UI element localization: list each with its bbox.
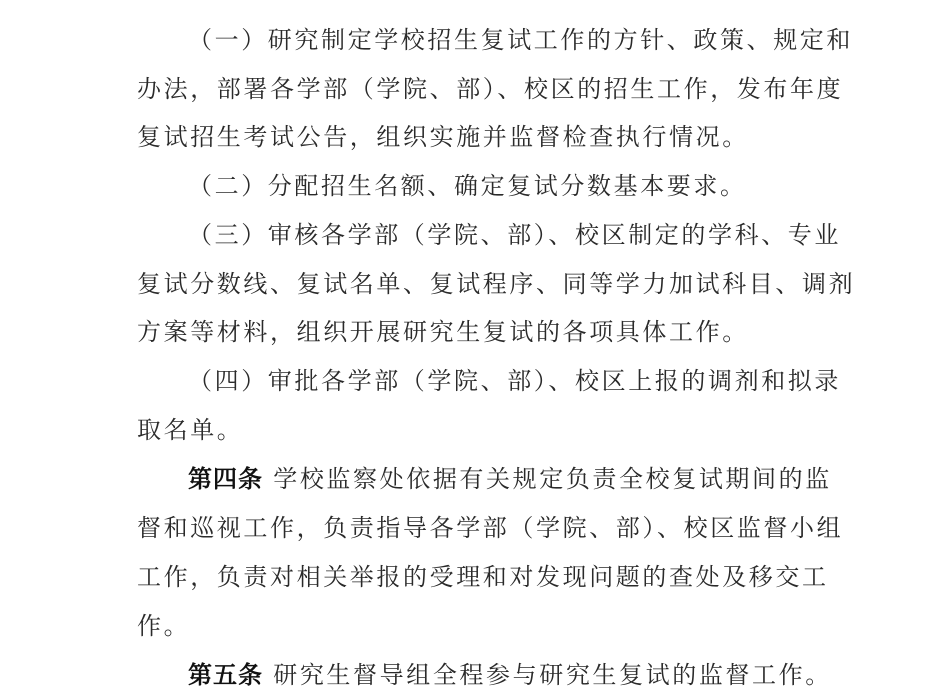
paragraph-item-2-line-1: （二）分配招生名额、确定复试分数基本要求。 <box>188 172 747 200</box>
article-5-line-1 <box>188 655 832 695</box>
article-5-heading: 第五条 <box>188 660 263 689</box>
paragraph-item-1-line-3: 复试招生考试公告，组织实施并监督检查执行情况。 <box>137 123 749 151</box>
paragraph-item-3-line-3: 方案等材料，组织开展研究生复试的各项具体工作。 <box>137 318 749 346</box>
article-5-text: 研究生督导组全程参与研究生复试的监督工作。 <box>273 661 832 689</box>
paragraph-item-4-line-2: 取名单。 <box>137 416 244 444</box>
paragraph-item-3-line-1: （三）审核各学部（学院、部）、校区制定的学科、专业 <box>188 221 841 249</box>
paragraph-item-1-line-1: （一）研究制定学校招生复试工作的方针、政策、规定和 <box>188 26 853 54</box>
article-4-line-4: 作。 <box>137 612 191 640</box>
paragraph-item-3-line-2: 复试分数线、复试名单、复试程序、同等学力加试科目、调剂 <box>137 270 856 298</box>
article-4-line-3: 工作，负责对相关举报的受理和对发现问题的查处及移交工 <box>137 563 829 591</box>
article-4-line-1 <box>188 459 832 499</box>
article-4-line-2: 督和巡视工作，负责指导各学部（学院、部）、校区监督小组 <box>137 514 844 542</box>
paragraph-item-1-line-2: 办法，部署各学部（学院、部）、校区的招生工作，发布年度 <box>137 75 844 103</box>
paragraph-item-4-line-1: （四）审批各学部（学院、部）、校区上报的调剂和拟录 <box>188 367 841 395</box>
article-4-text: 学校监察处依据有关规定负责全校复试期间的监 <box>273 465 832 493</box>
article-4-heading: 第四条 <box>188 464 263 493</box>
